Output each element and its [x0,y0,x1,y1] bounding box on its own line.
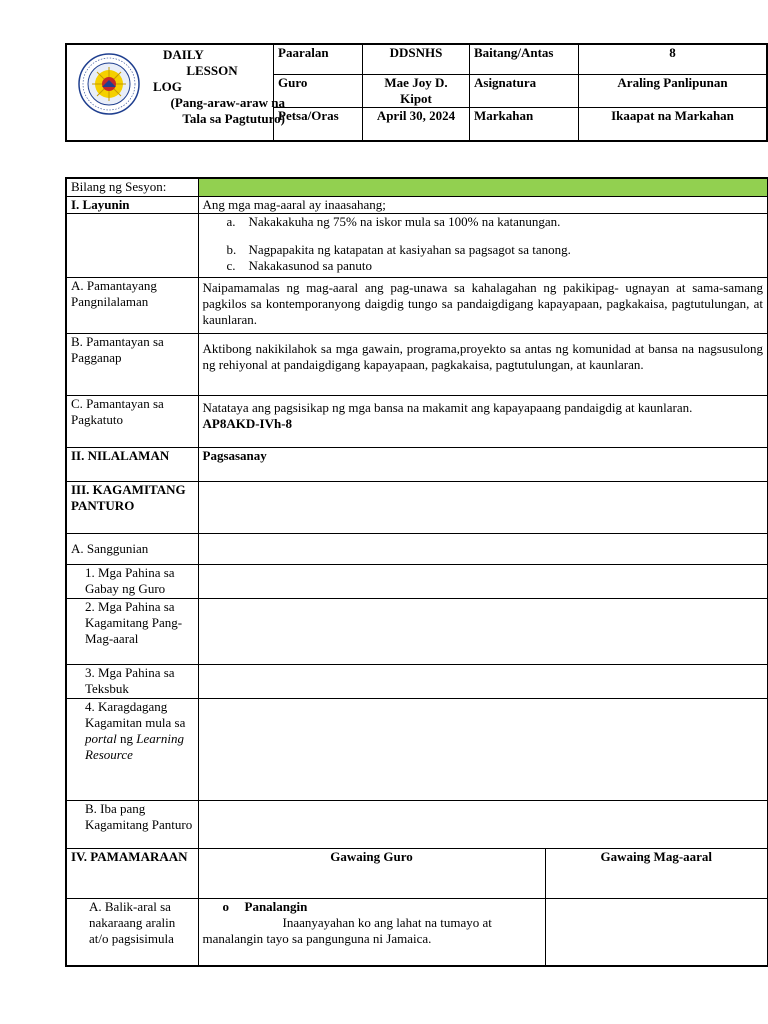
list-item: a. Nakakakuha ng 75% na iskor mula sa 100% na katanungan. [226,213,561,229]
ref-karagdagang-value [198,698,768,800]
title-cell [66,44,285,141]
value-asignatura: Araling Panlipunan [579,75,768,108]
ref-karagdagang-label: 4. Karagdagang Kagamitan mula sa portal ng Learning Resource [66,698,198,800]
document-title: DAILY LESSON LOG (Pang-araw-araw na Tala sa Pagtuturo) [153,47,285,126]
ref-gabay-guro-label: 1. Mga Pahina sa Gabay ng Guro [66,564,198,598]
pamantayan-pagkatuto-cell [198,395,768,447]
label-petsa: Petsa/Oras [274,108,363,142]
value-petsa: April 30, 2024 [363,108,470,142]
nilalaman-label: II. NILALAMAN [66,447,198,481]
list-item: c. Nakakasunod sa panuto [226,257,372,273]
pamantayang-pangnilalaman-text: Naipamamalas ng mag-aaral ang pag-unawa sa kahalagahan ng pakikipag- ugnayan at sama-samang pagkilos sa kontemporanyong daigdig tungo sa pandaigdigang kapayapaan, pagkakaisa, pagtutulungan, at kaunlaran. [198,277,768,333]
kagamitan-label: III. KAGAMITANG PANTURO [66,481,198,533]
header-table [65,43,768,142]
ref-gabay-guro-value [198,564,768,598]
label-asignatura: Asignatura [470,75,579,108]
pamantayang-pangnilalaman-label: A. Pamantayang Pangnilalaman [66,277,198,333]
gawaing-guro-header: Gawaing Guro [198,848,545,898]
label-guro: Guro [274,75,363,108]
pamantayan-pagkatuto-text: Natataya ang pagsisikap ng mga bansa na makamit ang kapayapaang pandaigdig at kaunlaran. [202,399,693,415]
pamantayan-pagkatuto-label: C. Pamantayan sa Pagkatuto [66,395,198,447]
ref-teksbuk-label: 3. Mga Pahina sa Teksbuk [66,664,198,698]
panalangin-title: Panalangin [244,898,308,914]
list-item: b. Nagpapakita ng katapatan at kasiyahan sa pagsagot sa tanong. [226,241,571,257]
gawaing-guro-cell [198,898,545,966]
panalangin-text: Inaanyayahan ko ang lahat na tumayo at manalangin tayo sa pangunguna ni Jamaica. [202,914,492,946]
nilalaman-value: Pagsasanay [198,447,768,481]
label-baitang: Baitang/Antas [470,44,579,75]
value-markahan: Ikaapat na Markahan [579,108,768,142]
iba-pang-kagamitan-label: B. Iba pang Kagamitang Panturo [66,800,198,848]
value-paaralan: DDSNHS [363,44,470,75]
competency-code: AP8AKD-IVh-8 [202,415,293,431]
ref-kagamitang-mag-aaral-value [198,598,768,664]
layunin-list [198,213,768,277]
layunin-blank [66,213,198,277]
iba-pang-kagamitan-value [198,800,768,848]
label-markahan: Markahan [470,108,579,142]
bullet-icon: o [222,898,229,914]
sesyon-label: Bilang ng Sesyon: [66,178,198,196]
sanggunian-value [198,533,768,564]
pamantayan-pagganap-label: B. Pamantayan sa Pagganap [66,333,198,395]
ref-kagamitang-mag-aaral-label: 2. Mga Pahina sa Kagamitang Pang-Mag-aaral [66,598,198,664]
value-guro: Mae Joy D. Kipot [363,75,470,108]
lesson-table [65,177,768,967]
balik-aral-label: A. Balik-aral sa nakaraang aralin at/o pagsisimula [66,898,198,966]
layunin-intro: Ang mga mag-aaral ay inaasahang; [198,196,768,213]
label-paaralan: Paaralan [274,44,363,75]
pamantayan-pagganap-text: Aktibong nakikilahok sa mga gawain, programa,proyekto sa antas ng komunidad at bansa na nagsusulong ng rehiyonal at pandaigdigang kapayapaan, pagkakaisa, pagtutulungan, at kaunlaran. [198,333,768,395]
kagamitan-value [198,481,768,533]
deped-seal-icon [78,53,140,115]
value-baitang: 8 [579,44,768,75]
ref-teksbuk-value [198,664,768,698]
pamamaraan-label: IV. PAMAMARAAN [66,848,198,898]
sanggunian-label: A. Sanggunian [66,533,198,564]
gawaing-mag-aaral-header: Gawaing Mag-aaral [545,848,768,898]
layunin-label: I. Layunin [66,196,198,213]
sesyon-value [198,178,768,196]
gawaing-mag-aaral-cell [545,898,768,966]
